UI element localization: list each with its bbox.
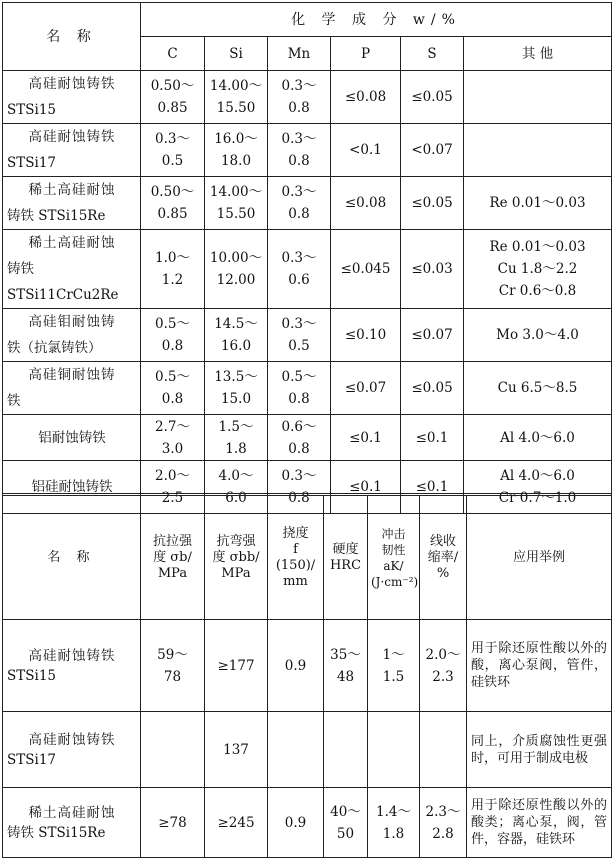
cell-other: Mo 3.0～4.0 <box>464 309 612 362</box>
cell-p: <0.1 <box>331 124 401 177</box>
cell-c: 0.5～ 0.8 <box>141 309 205 362</box>
header-tensile: 抗拉强 度 σb/ MPa <box>141 495 205 620</box>
cell-c: 0.5～ 0.8 <box>141 362 205 415</box>
cell-tensile: 59～ 78 <box>141 620 205 712</box>
cell-c: 2.0～ 2.5 <box>141 461 205 514</box>
cell-c: 0.50～ 0.85 <box>141 71 205 124</box>
cell-c: 0.3～ 0.5 <box>141 124 205 177</box>
cell-s: ≤0.07 <box>401 309 464 362</box>
cell-deflection <box>268 712 324 788</box>
header-composition: 化 学 成 分 w/% <box>141 3 612 37</box>
col-c: C <box>141 37 205 71</box>
composition-row <box>3 124 612 177</box>
cell-s: ≤0.03 <box>401 230 464 309</box>
cell-s: ≤0.05 <box>401 362 464 415</box>
cell-mn: 0.3～ 0.8 <box>268 177 331 230</box>
row-name: 高硅耐蚀铸铁 STSi15 <box>3 620 141 712</box>
cell-p: ≤0.08 <box>331 71 401 124</box>
row-name: 铝硅耐蚀铸铁 <box>3 461 141 514</box>
header-impact: 冲击 韧性 aK/ (J·cm⁻²) <box>368 495 420 620</box>
cell-impact: 1～ 1.5 <box>368 620 420 712</box>
cell-c: 1.0～ 1.2 <box>141 230 205 309</box>
header2-name: 名 称 <box>3 495 141 620</box>
row-name: 稀土高硅耐蚀 铸铁 STSi15Re <box>3 788 141 858</box>
col-p: P <box>331 37 401 71</box>
cell-other <box>464 124 612 177</box>
cell-si: 1.5～ 1.8 <box>205 415 268 461</box>
cell-other: Al 4.0～6.0 <box>464 415 612 461</box>
cell-mn: 0.5～ 0.8 <box>268 362 331 415</box>
row-name: 高硅钼耐蚀铸 铁（抗氯铸铁） <box>3 309 141 362</box>
cell-mn: 0.3～ 0.8 <box>268 124 331 177</box>
cell-other: Al 4.0～6.0 Cr 0.7～1.0 <box>464 461 612 514</box>
cell-s: ≤0.1 <box>401 461 464 514</box>
header-shrinkage: 线收 缩率/ % <box>420 495 467 620</box>
cell-mn: 0.3～ 0.8 <box>268 71 331 124</box>
header-name: 名 称 <box>3 3 141 71</box>
row-name: 稀土高硅耐蚀 铸铁 STSi11CrCu2Re <box>3 230 141 309</box>
cell-other <box>464 71 612 124</box>
cell-p: ≤0.1 <box>331 415 401 461</box>
properties-row <box>3 712 612 788</box>
row-name: 高硅耐蚀铸铁 STSi17 <box>3 712 141 788</box>
composition-row <box>3 415 612 461</box>
cell-p: ≤0.045 <box>331 230 401 309</box>
cell-p: ≤0.08 <box>331 177 401 230</box>
cell-mn: 0.3～ 0.6 <box>268 230 331 309</box>
properties-row <box>3 620 612 712</box>
cell-shrinkage <box>420 712 467 788</box>
row-name: 稀土高硅耐蚀 铸铁 STSi15Re <box>3 177 141 230</box>
cell-other: Re 0.01～0.03 Cu 1.8～2.2 Cr 0.6～0.8 <box>464 230 612 309</box>
composition-row <box>3 71 612 124</box>
row-name: 铝耐蚀铸铁 <box>3 415 141 461</box>
cell-si: 14.00～ 15.50 <box>205 177 268 230</box>
cell-shrinkage: 2.0～ 2.3 <box>420 620 467 712</box>
cell-s: ≤0.05 <box>401 177 464 230</box>
composition-row <box>3 230 612 309</box>
cell-other: Cu 6.5～8.5 <box>464 362 612 415</box>
col-mn: Mn <box>268 37 331 71</box>
cell-impact <box>368 712 420 788</box>
cell-p: ≤0.07 <box>331 362 401 415</box>
cell-s: <0.07 <box>401 124 464 177</box>
cell-p: ≤0.10 <box>331 309 401 362</box>
cell-s: ≤0.1 <box>401 415 464 461</box>
cell-si: 4.0～6.0 <box>205 461 268 514</box>
header-application: 应用举例 <box>467 495 612 620</box>
cell-other: Re 0.01～0.03 <box>464 177 612 230</box>
cell-application: 用于除还原性酸以外的酸，离心泵阀，管件，硅铁环 <box>467 620 612 712</box>
cell-application: 用于除还原性酸以外的酸类；离心泵，阀，管件，容器，硅铁环 <box>467 788 612 858</box>
cell-hardness <box>324 712 368 788</box>
cell-mn: 0.6～ 0.8 <box>268 415 331 461</box>
cell-hardness: 35～ 48 <box>324 620 368 712</box>
cell-s: ≤0.05 <box>401 71 464 124</box>
cell-tensile: ≥78 <box>141 788 205 858</box>
cell-mn: 0.3～ 0.8 <box>268 461 331 514</box>
cell-c: 2.7～ 3.0 <box>141 415 205 461</box>
header-hardness: 硬度 HRC <box>324 495 368 620</box>
row-name: 高硅耐蚀铸铁 STSi15 <box>3 71 141 124</box>
properties-row <box>3 788 612 858</box>
cell-deflection: 0.9 <box>268 788 324 858</box>
composition-row <box>3 362 612 415</box>
cell-bending: 137 <box>205 712 268 788</box>
header-deflection: 挠度 f (150)/ mm <box>268 495 324 620</box>
col-other: 其 他 <box>464 37 612 71</box>
cell-si: 16.0～ 18.0 <box>205 124 268 177</box>
cell-application: 同上，介质腐蚀性更强时，可用于制成电极 <box>467 712 612 788</box>
composition-table <box>2 2 612 514</box>
cell-bending: ≥177 <box>205 620 268 712</box>
cell-bending: ≥245 <box>205 788 268 858</box>
cell-c: 0.50～ 0.85 <box>141 177 205 230</box>
cell-hardness: 40～ 50 <box>324 788 368 858</box>
row-name: 高硅铜耐蚀铸 铁 <box>3 362 141 415</box>
cell-mn: 0.3～ 0.5 <box>268 309 331 362</box>
header-bending: 抗弯强 度 σbb/ MPa <box>205 495 268 620</box>
col-si: Si <box>205 37 268 71</box>
composition-row <box>3 177 612 230</box>
col-s: S <box>401 37 464 71</box>
cell-si: 10.00～ 12.00 <box>205 230 268 309</box>
cell-shrinkage: 2.3～ 2.8 <box>420 788 467 858</box>
cell-p: ≤0.1 <box>331 461 401 514</box>
row-name: 高硅耐蚀铸铁 STSi17 <box>3 124 141 177</box>
cell-si: 14.5～ 16.0 <box>205 309 268 362</box>
cell-deflection: 0.9 <box>268 620 324 712</box>
cell-si: 13.5～ 15.0 <box>205 362 268 415</box>
cell-tensile <box>141 712 205 788</box>
cell-impact: 1.4～ 1.8 <box>368 788 420 858</box>
composition-row <box>3 309 612 362</box>
properties-table <box>2 493 612 858</box>
cell-si: 14.00～ 15.50 <box>205 71 268 124</box>
